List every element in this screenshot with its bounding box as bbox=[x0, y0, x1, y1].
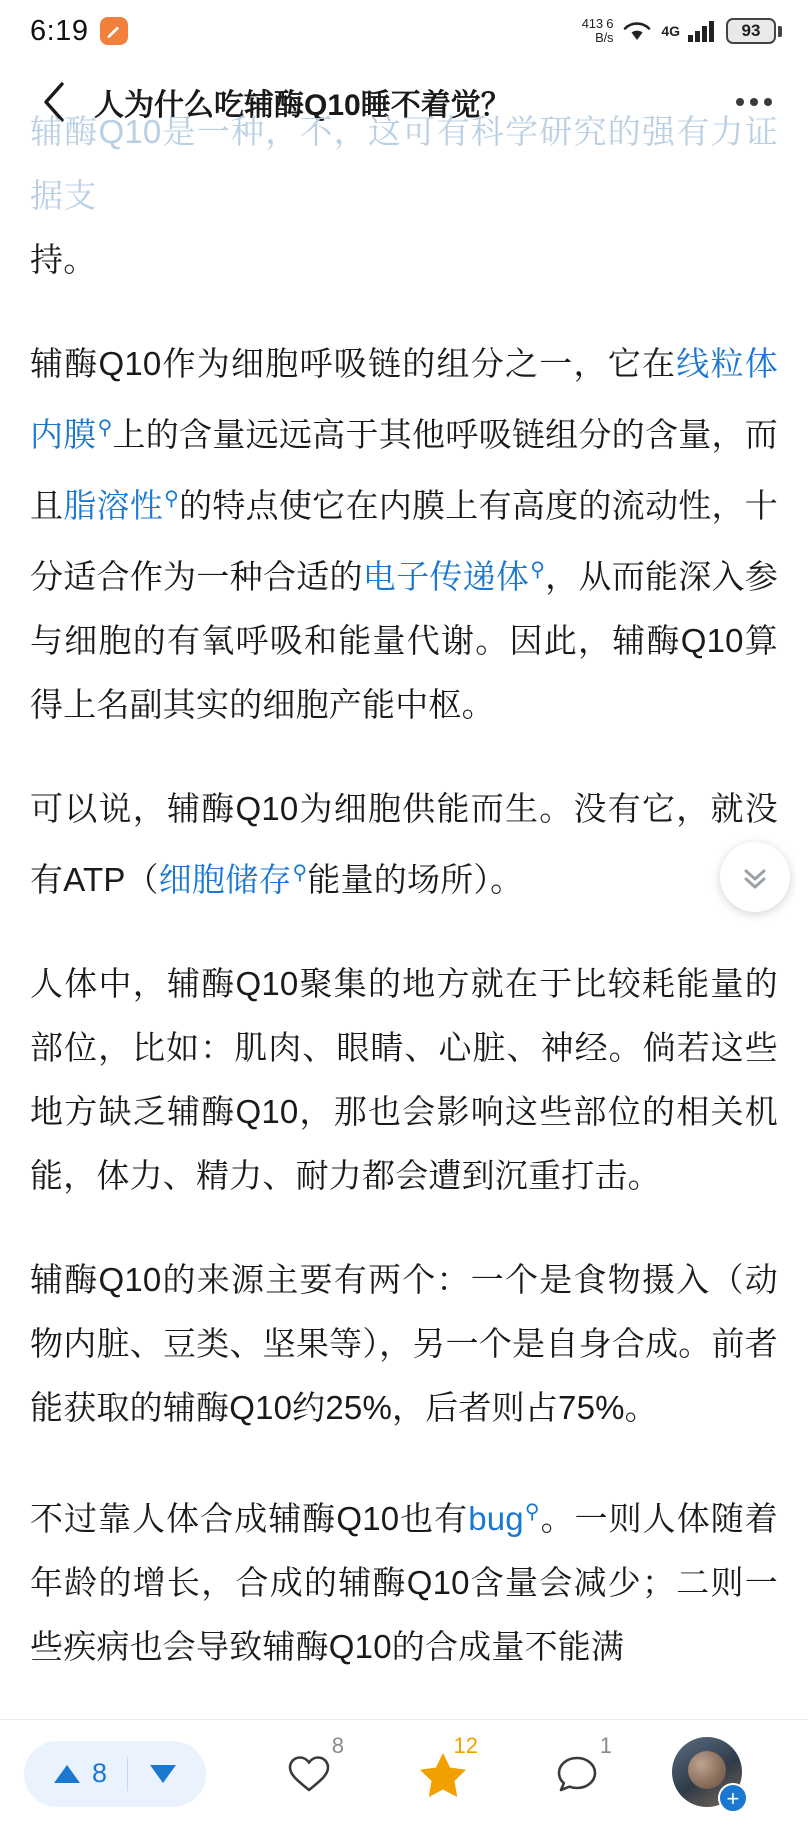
favorite-button[interactable] bbox=[404, 1732, 482, 1811]
inline-link-label: 细胞储存 bbox=[158, 861, 292, 898]
network-speed-unit: B/s bbox=[595, 30, 614, 45]
avatar-button[interactable] bbox=[672, 1737, 746, 1811]
triangle-up-icon bbox=[52, 1761, 82, 1787]
vote-pill bbox=[24, 1741, 206, 1807]
network-speed-value: 413 6 bbox=[581, 16, 614, 32]
network-type-label: 4G bbox=[661, 23, 680, 39]
text-run: 能量的场所）。 bbox=[307, 861, 524, 898]
note-icon bbox=[100, 17, 128, 45]
bottom-action-bar bbox=[0, 1719, 808, 1827]
inline-link-electron-carrier[interactable] bbox=[363, 558, 545, 595]
search-icon: ⚲ bbox=[97, 417, 113, 439]
status-bar bbox=[0, 0, 808, 62]
comment-button[interactable] bbox=[538, 1732, 616, 1811]
battery-indicator bbox=[726, 18, 782, 44]
paragraph-0-faded-lead: 辅酶Q10是 bbox=[30, 113, 197, 150]
paragraph-3 bbox=[30, 952, 778, 1208]
double-chevron-down-icon bbox=[738, 860, 772, 894]
text-run: 辅酶Q10作为细胞呼吸链的组分之一，它在 bbox=[30, 345, 677, 382]
text-run: 辅酶Q10的来源主要有两个：一个是食物摄入（动物内脏、豆类、坚果等），另一个是自身合成。前者能获取的辅酶Q10约25%，后者则占75%。 bbox=[30, 1261, 778, 1426]
text-run: 。一则人体随着年龄的增长，合成的辅酶Q10含量会减少；二则一些疾病也会导致辅酶Q10的合成量不能满 bbox=[30, 1500, 778, 1665]
battery-tip bbox=[778, 26, 782, 37]
search-icon: ⚲ bbox=[292, 862, 308, 884]
text-run: 人体中，辅酶Q10聚集的地方就在于比较耗能量的部位，比如：肌肉、眼睛、心脏、神经。倘若这些地方缺乏辅酶Q10，那也会影响这些部位的相关机能，体力、精力、耐力都会遭到沉重打击。 bbox=[30, 965, 778, 1194]
like-count: 8 bbox=[331, 1732, 345, 1758]
paragraph-0 bbox=[30, 100, 778, 292]
inline-link-cell-storage[interactable] bbox=[159, 861, 308, 898]
search-icon: ⚲ bbox=[164, 488, 179, 510]
inline-link-label: 电子传递体 bbox=[362, 558, 530, 595]
status-time: 6:19 bbox=[30, 14, 89, 47]
signal-bars-icon bbox=[687, 19, 717, 43]
favorite-count: 12 bbox=[453, 1732, 478, 1758]
comment-count: 1 bbox=[599, 1732, 612, 1758]
triangle-down-icon bbox=[148, 1761, 178, 1787]
heart-icon bbox=[286, 1752, 332, 1796]
paragraph-0-faded-rest: 一种，不，这可有科学研究的强有力证据支 bbox=[30, 113, 778, 214]
inline-link-label: bug bbox=[468, 1500, 524, 1537]
network-speed bbox=[582, 17, 614, 44]
downvote-button[interactable] bbox=[134, 1741, 192, 1807]
paragraph-2 bbox=[30, 777, 778, 912]
bottom-actions bbox=[216, 1732, 784, 1811]
status-bar-left bbox=[30, 15, 128, 48]
search-icon: ⚲ bbox=[524, 1501, 540, 1523]
inline-link-label: 线粒体内膜 bbox=[30, 345, 778, 453]
article-body[interactable] bbox=[0, 113, 808, 1719]
inline-link-lipid-soluble[interactable] bbox=[63, 487, 179, 524]
search-icon: ⚲ bbox=[530, 559, 546, 581]
battery-level: 93 bbox=[741, 21, 761, 40]
text-run: 不过靠人体合成辅酶Q10也有 bbox=[30, 1500, 469, 1537]
scroll-down-button[interactable] bbox=[720, 842, 790, 912]
inline-link-bug[interactable] bbox=[468, 1500, 540, 1537]
like-button[interactable] bbox=[270, 1732, 348, 1811]
paragraph-1 bbox=[30, 332, 778, 737]
battery-body bbox=[726, 18, 776, 44]
text-run: ，从而能深入参与细胞的有氧呼吸和能量代谢。因此，辅酶Q10算得上名副其实的细胞产能中枢。 bbox=[30, 558, 779, 723]
upvote-count: 8 bbox=[92, 1758, 108, 1788]
paragraph-4 bbox=[30, 1248, 778, 1440]
plus-icon[interactable]: + bbox=[718, 1783, 748, 1813]
wifi-icon bbox=[622, 19, 652, 43]
vote-separator bbox=[127, 1757, 128, 1791]
text-run: 可以说，辅酶Q10为细胞供能而生。没有它，就没有ATP（ bbox=[30, 790, 778, 898]
upvote-button[interactable] bbox=[38, 1741, 121, 1807]
text-run: 上的含量远远高于其他呼吸链组分的含量，而且 bbox=[30, 416, 778, 524]
text-run: 的特点使它在内膜上有高度的流动性，十分适合作为一种合适的 bbox=[30, 487, 778, 595]
page-title: 人为什么吃辅酶Q10睡不着觉？ bbox=[94, 89, 511, 122]
paragraph-0-tail: 持。 bbox=[30, 241, 97, 278]
comment-icon bbox=[554, 1752, 600, 1796]
inline-link-label: 脂溶性 bbox=[63, 487, 164, 524]
paragraph-5 bbox=[30, 1480, 778, 1679]
status-bar-right bbox=[582, 17, 782, 44]
article-content bbox=[30, 100, 778, 1679]
